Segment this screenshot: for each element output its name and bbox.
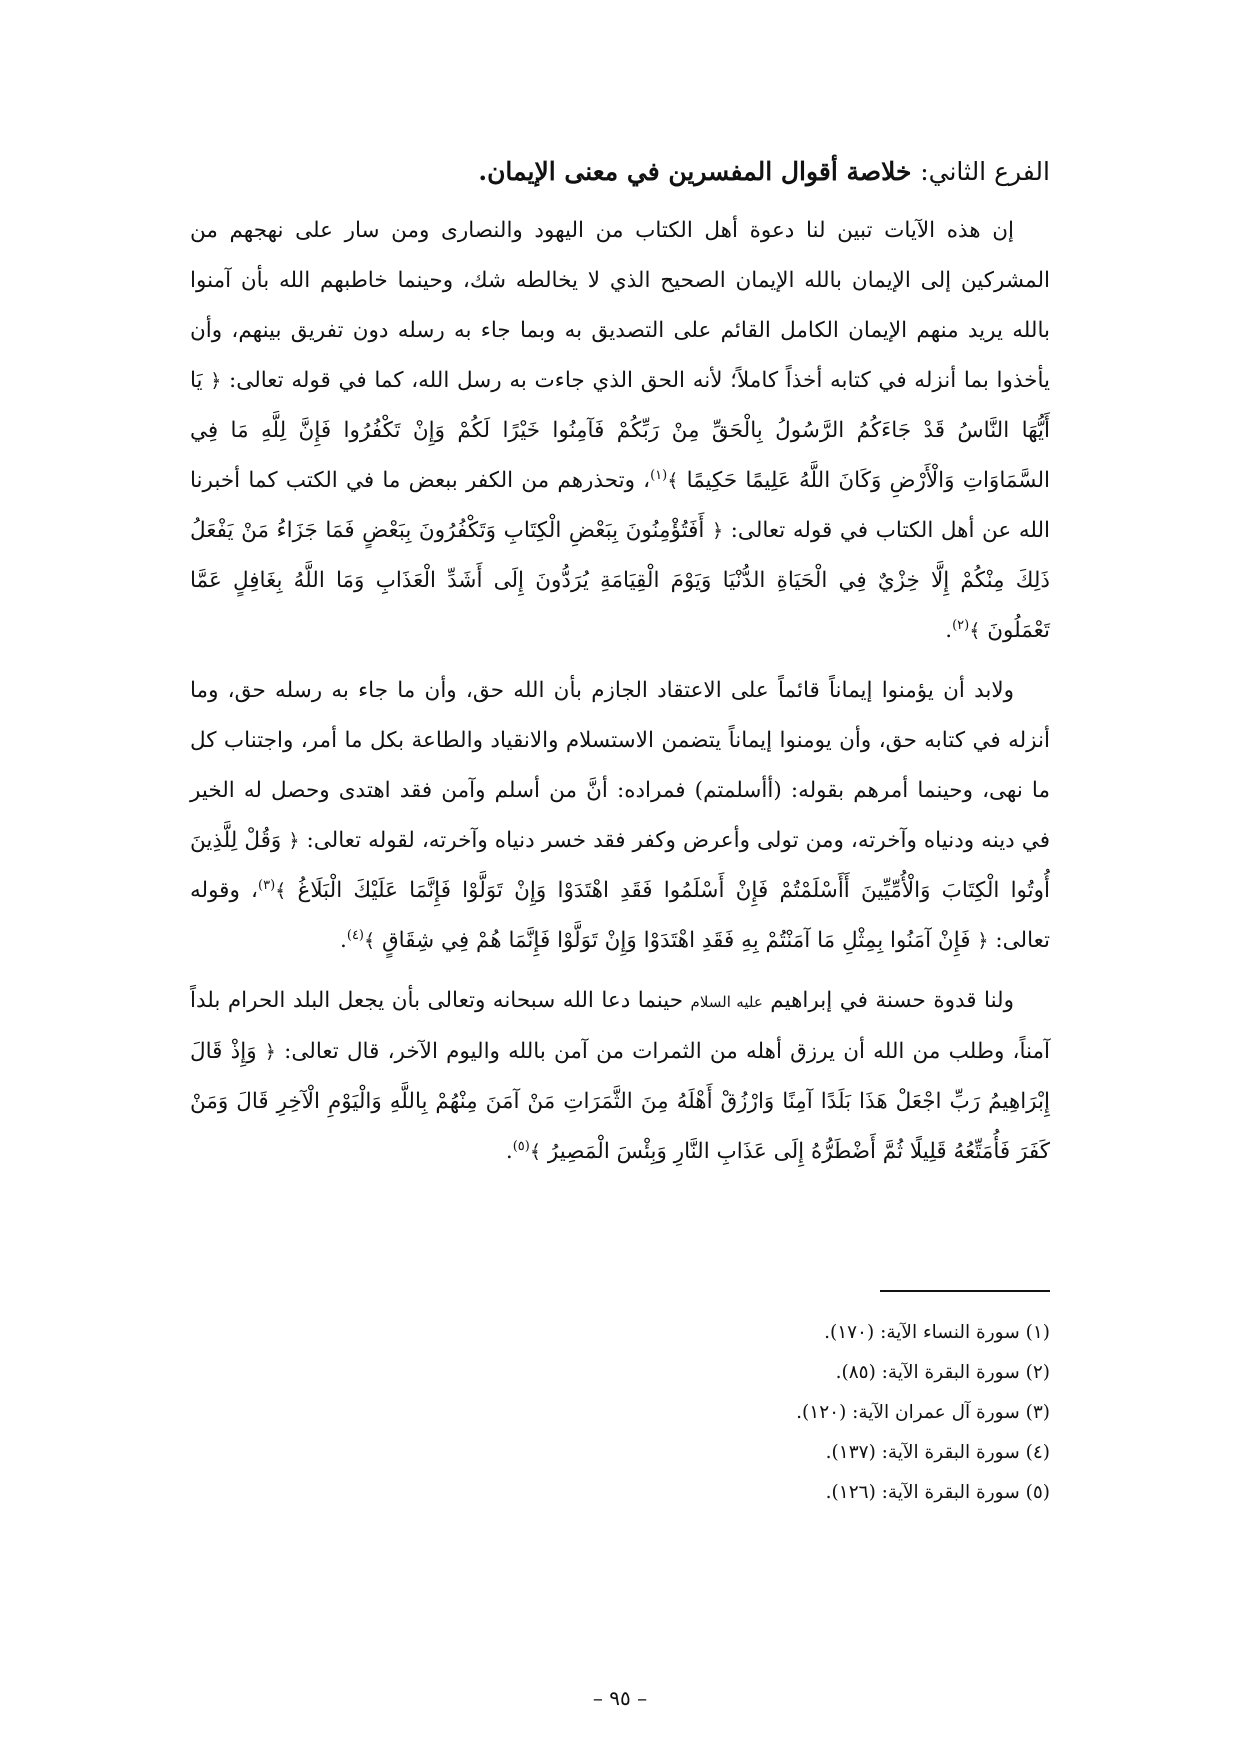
honorific-glyph: عليه السلام: [690, 993, 763, 1011]
p3-end: .: [505, 1139, 513, 1164]
p2-end: .: [340, 928, 347, 953]
quran-close-bracket: ﴾: [364, 930, 376, 952]
footnote-ref-5[interactable]: (٥): [512, 1138, 530, 1154]
paragraph-1: [190, 206, 1050, 656]
footnote-3: (٣) سورة آل عمران الآية: (١٢٠).: [796, 1402, 1050, 1423]
footnote-ref-2[interactable]: (٢): [952, 617, 970, 633]
heading-title: خلاصة أقوال المفسرين في معنى الإيمان.: [478, 157, 912, 186]
main-content: [190, 152, 1050, 1187]
footnote-4: (٤) سورة البقرة الآية: (١٣٧).: [825, 1442, 1050, 1463]
paragraph-3: [190, 976, 1050, 1177]
quran-open-bracket: ﴿: [288, 830, 300, 852]
paragraph-2: [190, 666, 1050, 966]
footnote-1: (١) سورة النساء الآية: (١٧٠).: [824, 1322, 1050, 1343]
p1-quran-verse-2: أَفَتُؤْمِنُونَ بِبَعْضِ الْكِتَابِ وَتَكْفُرُونَ بِبَعْضٍ فَمَا جَزَاءُ مَنْ يَفْعَلُ ذَلِكَ مِنْكُمْ إِلَّا خِزْيٌ فِي الْحَيَاةِ الدُّنْيَا وَيَوْمَ الْقِيَامَةِ يُرَدُّونَ إِلَى أَشَدِّ الْعَذَابِ وَمَا اللَّهُ بِغَافِلٍ عَمَّا تَعْمَلُونَ: [190, 518, 1050, 643]
quran-close-bracket: ﴾: [529, 1141, 541, 1163]
quran-close-bracket: ﴾: [667, 470, 679, 492]
quran-close-bracket: ﴾: [969, 620, 981, 642]
page-number: – ٩٥ –: [592, 1686, 648, 1710]
p1-text-b: ، وتحذرهم من الكفر ببعض ما في الكتب كما أخبرنا الله عن أهل الكتاب في قوله تعالى:: [190, 468, 1050, 543]
p1-quran-verse-1: يَا أَيُّهَا النَّاسُ قَدْ جَاءَكُمُ الرَّسُولُ بِالْحَقِّ مِنْ رَبِّكُمْ فَآمِنُوا خَيْرًا لَكُمْ وَإِنْ تَكْفُرُوا فَإِنَّ لِلَّهِ مَا فِي السَّمَاوَاتِ وَالْأَرْضِ وَكَانَ اللَّهُ عَلِيمًا حَكِيمًا: [190, 368, 1050, 493]
footnote-5: (٥) سورة البقرة الآية: (١٢٦).: [825, 1482, 1050, 1503]
footnote-ref-4[interactable]: (٤): [346, 927, 364, 943]
quran-open-bracket: ﴿: [711, 520, 724, 542]
footnote-divider: [880, 1290, 1050, 1292]
footnote-ref-1[interactable]: (١): [650, 467, 668, 483]
p2-text-a: ولابد أن يؤمنوا إيماناً قائماً على الاعتقاد الجازم بأن الله حق، وأن ما جاء به رسله حق، وما أنزله في كتابه حق، وأن يومنوا إيماناً يتضمن الاستسلام والانقياد والطاعة بكل ما أمر، واجتناب كل ما نهى، وحينما أمرهم بقوله: (أأسلمتم) فمراده: أنَّ من أسلم وآمن فقد اهتدى وحصل له الخير في دينه ودنياه وآخرته، ومن تولى وأعرض وكفر فقد خسر دنياه وآخرته، لقوله تعالى:: [190, 678, 1050, 853]
p2-quran-verse-1: وَقُلْ لِلَّذِينَ أُوتُوا الْكِتَابَ وَالْأُمِّيِّينَ أَأَسْلَمْتُمْ فَإِنْ أَسْلَمُوا فَقَدِ اهْتَدَوْا وَإِنْ تَوَلَّوْا فَإِنَّمَا عَلَيْكَ الْبَلَاغُ: [190, 828, 1050, 903]
quran-open-bracket: ﴿: [264, 1041, 276, 1063]
p1-end: .: [945, 618, 953, 643]
section-heading: [190, 152, 1050, 192]
p3-text-a: ولنا قدوة حسنة في إبراهيم: [770, 988, 1014, 1013]
quran-open-bracket: ﴿: [977, 930, 989, 952]
footnote-ref-3[interactable]: (٣): [258, 877, 276, 893]
quran-close-bracket: ﴾: [275, 880, 287, 902]
footnote-2: (٢) سورة البقرة الآية: (٨٥).: [835, 1362, 1050, 1383]
p3-quran-verse-1: وَإِذْ قَالَ إِبْرَاهِيمُ رَبِّ اجْعَلْ هَذَا بَلَدًا آمِنًا وَارْزُقْ أَهْلَهُ مِنَ الثَّمَرَاتِ مَنْ آمَنَ مِنْهُمْ بِاللَّهِ وَالْيَوْمِ الْآخِرِ قَالَ وَمَنْ كَفَرَ فَأُمَتِّعُهُ قَلِيلًا ثُمَّ أَضْطَرُّهُ إِلَى عَذَابِ النَّارِ وَبِئْسَ الْمَصِيرُ: [190, 1039, 1050, 1164]
footnotes: [190, 1313, 1050, 1513]
p2-quran-verse-2: فَإِنْ آمَنُوا بِمِثْلِ مَا آمَنْتُمْ بِهِ فَقَدِ اهْتَدَوْا وَإِنْ تَوَلَّوْا فَإِنَّمَا هُمْ فِي شِقَاقٍ: [381, 928, 971, 953]
p3-text-b: حينما دعا الله سبحانه وتعالى بأن يجعل البلد الحرام بلداً آمناً، وطلب من الله أن يرزق أهله من الثمرات من آمن بالله واليوم الآخر، قال تعالى:: [190, 988, 1050, 1064]
heading-prefix: الفرع الثاني:: [920, 157, 1050, 186]
quran-open-bracket: ﴿: [210, 370, 222, 392]
p1-text-a: إن هذه الآيات تبين لنا دعوة أهل الكتاب من اليهود والنصارى ومن سار على نهجهم من المشركين إلى الإيمان بالله الإيمان الصحيح الذي لا يخالطه شك، وحينما خاطبهم الله بأن آمنوا بالله يريد منهم الإيمان الكامل القائم على التصديق به وبما جاء به رسله دون تفريق بينهم، وأن يأخذوا بما أنزله في كتابه أخذاً كاملاً؛ لأنه الحق الذي جاءت به رسل الله، كما في قوله تعالى:: [190, 218, 1050, 393]
p2-text-b: ، وقوله تعالى:: [190, 878, 1050, 953]
